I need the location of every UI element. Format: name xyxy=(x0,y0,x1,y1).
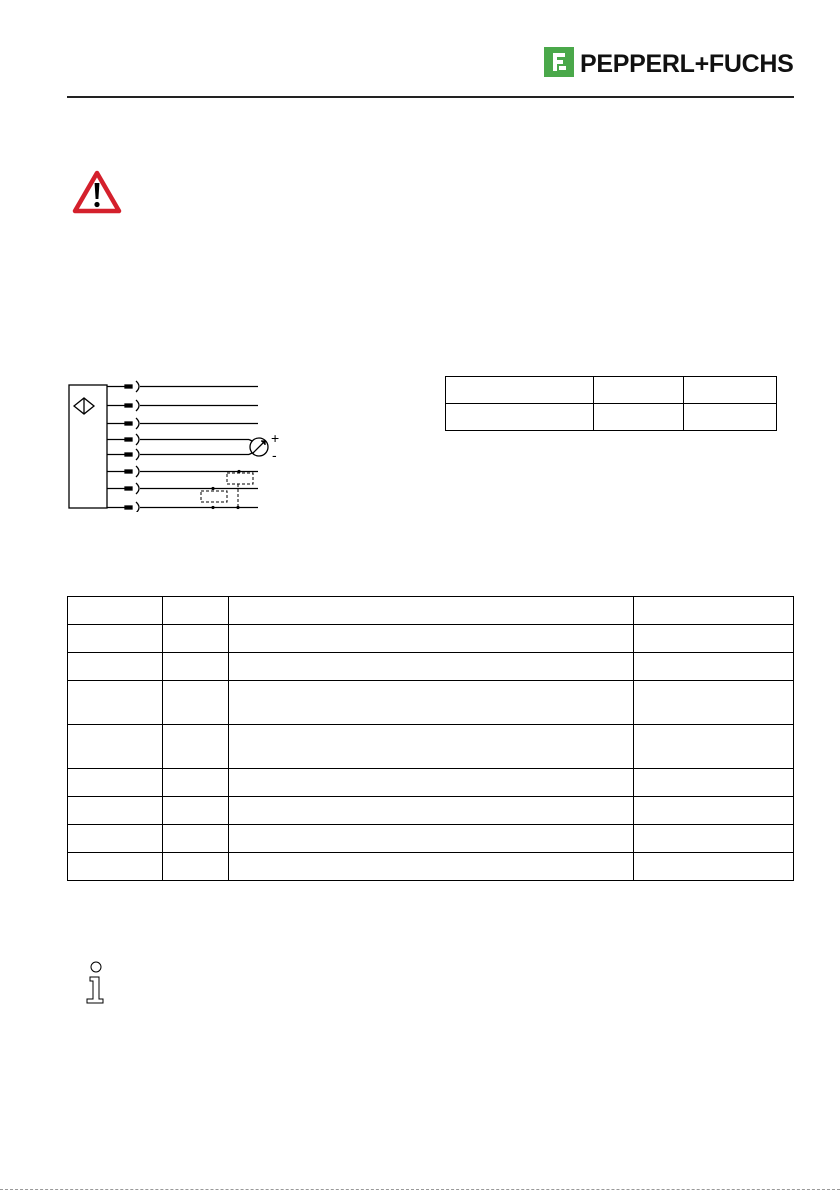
table-row xyxy=(68,769,794,797)
page-bottom-edge xyxy=(0,1189,840,1190)
table-cell xyxy=(634,725,794,769)
table-cell xyxy=(634,597,794,625)
table-cell xyxy=(68,725,163,769)
table-cell xyxy=(162,769,228,797)
table-row xyxy=(446,404,777,431)
table-cell xyxy=(68,625,163,653)
body-to-pin-leads xyxy=(107,387,125,508)
table-cell xyxy=(162,853,228,881)
table-row xyxy=(446,377,777,404)
sensor-body xyxy=(69,385,107,508)
pin-assignment-table xyxy=(67,596,794,881)
table-row xyxy=(68,853,794,881)
table-cell xyxy=(593,377,684,404)
table-cell xyxy=(68,853,163,881)
polarity-minus: - xyxy=(272,447,277,463)
table-cell xyxy=(634,853,794,881)
table-cell xyxy=(68,769,163,797)
polarity-plus: + xyxy=(271,430,280,446)
wiring-diagram xyxy=(66,380,286,512)
header-divider xyxy=(67,96,794,98)
switch-load-1 xyxy=(201,473,253,507)
table-cell xyxy=(228,797,633,825)
table-cell xyxy=(162,653,228,681)
table-cell xyxy=(68,825,163,853)
table-cell xyxy=(68,653,163,681)
table-cell xyxy=(68,797,163,825)
table-cell xyxy=(228,725,633,769)
table-cell xyxy=(162,725,228,769)
table-cell xyxy=(634,769,794,797)
table-cell xyxy=(228,681,633,725)
info-icon xyxy=(82,960,110,1006)
inductive-sensor-icon xyxy=(74,398,94,414)
warning-triangle-icon xyxy=(72,170,122,214)
table-cell xyxy=(634,797,794,825)
table-cell xyxy=(446,377,594,404)
table-cell xyxy=(162,625,228,653)
table-cell xyxy=(228,825,633,853)
pepperl-fuchs-logo-icon xyxy=(544,47,574,77)
table-cell xyxy=(162,681,228,725)
table-cell xyxy=(68,681,163,725)
table-row xyxy=(68,597,794,625)
table-cell xyxy=(228,653,633,681)
table-cell xyxy=(228,769,633,797)
brand-name: PEPPERL+FUCHS xyxy=(580,50,794,78)
table-cell xyxy=(68,597,163,625)
small-table xyxy=(445,376,777,431)
table-cell xyxy=(684,377,777,404)
table-cell xyxy=(228,597,633,625)
table-cell xyxy=(228,625,633,653)
table-cell xyxy=(162,797,228,825)
table-cell xyxy=(228,853,633,881)
current-meter-icon xyxy=(249,438,268,456)
table-cell xyxy=(634,681,794,725)
table-cell xyxy=(162,825,228,853)
table-row xyxy=(68,825,794,853)
connector-pins xyxy=(125,381,139,512)
table-row xyxy=(68,725,794,769)
table-cell xyxy=(684,404,777,431)
table-row xyxy=(68,625,794,653)
switch-junctions xyxy=(211,470,240,509)
table-cell xyxy=(162,597,228,625)
table-cell xyxy=(634,825,794,853)
table-cell xyxy=(634,653,794,681)
table-row xyxy=(68,797,794,825)
table-row xyxy=(68,681,794,725)
table-row xyxy=(68,653,794,681)
table-cell xyxy=(446,404,594,431)
output-wires xyxy=(140,387,258,508)
table-cell xyxy=(634,625,794,653)
table-cell xyxy=(593,404,684,431)
